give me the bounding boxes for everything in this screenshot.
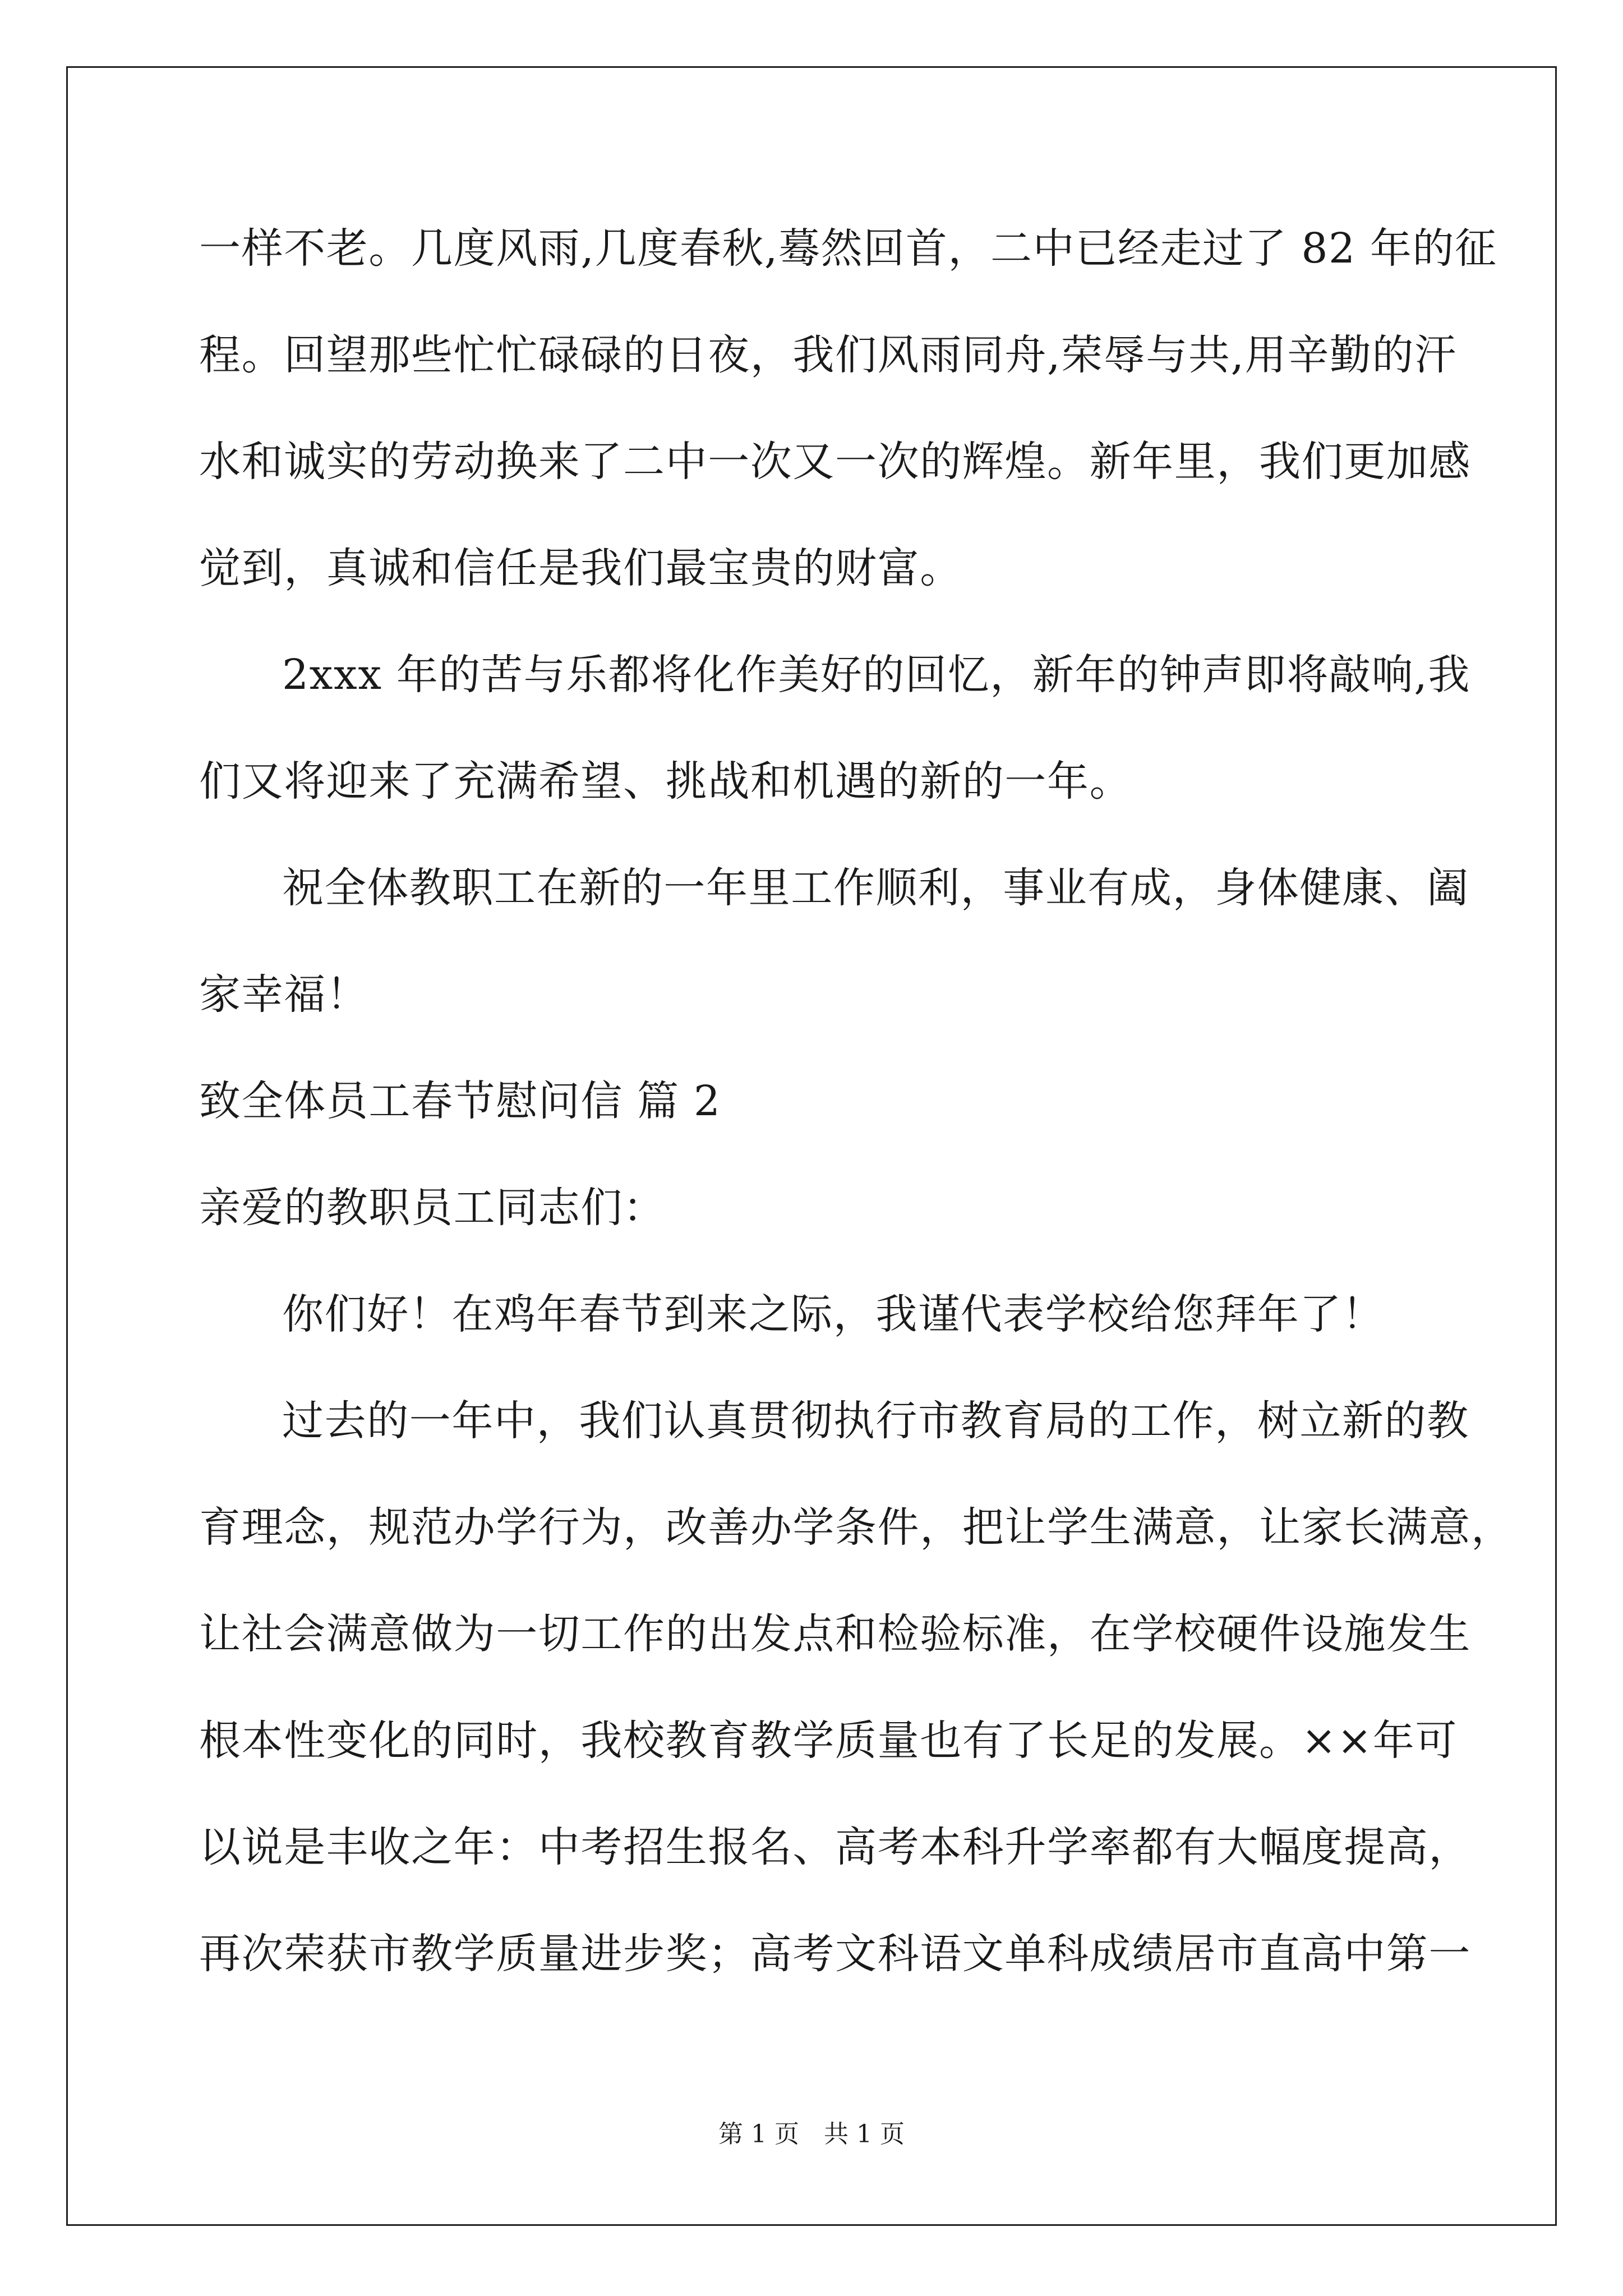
text-line-12: 过去的一年中，我们认真贯彻执行市教育局的工作，树立新的教 bbox=[282, 1397, 1469, 1445]
page-number-footer: 第 1 页 共 1 页 bbox=[718, 2120, 905, 2148]
text-line-11: 你们好！在鸡年春节到来之际，我谨代表学校给您拜年了！ bbox=[282, 1290, 1385, 1338]
text-line-6: 们又将迎来了充满希望、挑战和机遇的新的一年。 bbox=[199, 757, 1132, 806]
salutation: 亲爱的教职员工同志们： bbox=[199, 1184, 666, 1232]
text-line-5: 2xxx 年的苦与乐都将化作美好的回忆，新年的钟声即将敲响,我 bbox=[282, 651, 1470, 699]
document-body bbox=[199, 218, 1514, 2030]
text-line-15: 根本性变化的同时，我校教育教学质量也有了长足的发展。××年可 bbox=[199, 1717, 1458, 1765]
text-line-7: 祝全体教职工在新的一年里工作顺利，事业有成，身体健康、阖 bbox=[282, 864, 1469, 912]
text-line-3: 水和诚实的劳动换来了二中一次又一次的辉煌。新年里，我们更加感 bbox=[199, 438, 1471, 486]
text-line-13: 育理念，规范办学行为，改善办学条件，把让学生满意，让家长满意， bbox=[199, 1503, 1514, 1552]
text-line-14: 让社会满意做为一切工作的出发点和检验标准，在学校硬件设施发生 bbox=[199, 1610, 1471, 1658]
text-line-2: 程。回望那些忙忙碌碌的日夜，我们风雨同舟,荣辱与共,用辛勤的汗 bbox=[199, 331, 1457, 379]
text-line-16: 以说是丰收之年：中考招生报名、高考本科升学率都有大幅度提高， bbox=[199, 1823, 1471, 1871]
text-line-17: 再次荣获市教学质量进步奖；高考文科语文单科成绩居市直高中第一 bbox=[199, 1930, 1471, 1978]
section-title: 致全体员工春节慰问信 篇 2 bbox=[199, 1077, 721, 1125]
text-line-1: 一样不老。几度风雨,几度春秋,蓦然回首，二中已经走过了 82 年的征 bbox=[199, 224, 1497, 273]
text-line-8: 家幸福！ bbox=[199, 970, 369, 1019]
text-line-4: 觉到，真诚和信任是我们最宝贵的财富。 bbox=[199, 544, 962, 592]
